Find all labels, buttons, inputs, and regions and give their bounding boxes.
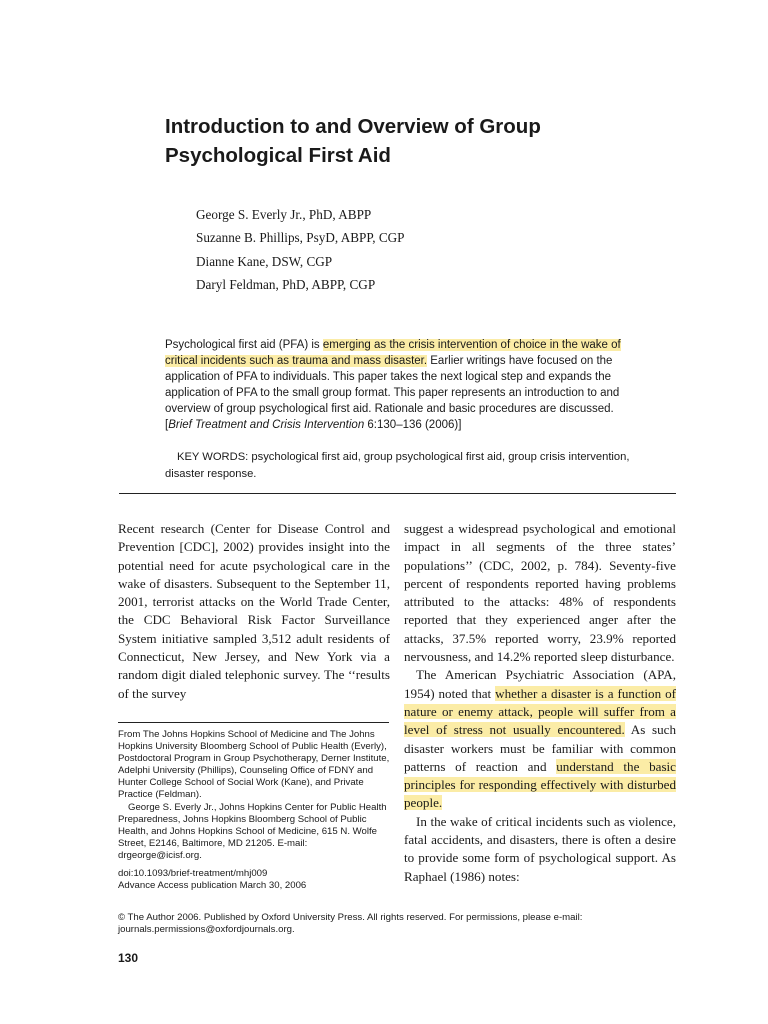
keywords-text: KEY WORDS: psychological first aid, group psychological first aid, group crisis intervention, disaster response. (165, 451, 630, 480)
author-4: Daryl Feldman, PhD, ABPP, CGP (196, 276, 376, 292)
copyright-notice: © The Author 2006. Published by Oxford University Press. All rights reserved. For permissions, please e-mail: journals.permissions@oxfordjournals.org. (118, 912, 583, 936)
body-column-right (404, 520, 676, 886)
abstract-citation-journal: Brief Treatment and Crisis Intervention (168, 419, 365, 432)
abstract-text-1: Psychological first aid (PFA) is (165, 339, 323, 351)
right-paragraph-1: suggest a widespread psychological and emotional impact in all segments of the three states’ populations’’ (CDC, 2002, p. 784). Seventy-five percent of respondents reported having problems attributed to the attacks: 48% of respondents reported that they experienced anger after the attacks, 37.5% reported worry, 23.9% reported nervousness, and 14.2% reported sleep disturbance. (404, 521, 676, 665)
footnote-doi: doi:10.1093/brief-treatment/mhj009 (118, 868, 268, 880)
title-line-2: Psychological First Aid (165, 144, 391, 167)
right-p2-highlight-1: whether a disaster is a function of nature or enemy attack, people will suffer from a level of stress not usually encountered. (404, 685, 676, 738)
footnote-advance-access: Advance Access publication March 30, 2006 (118, 880, 307, 892)
left-paragraph-1: Recent research (Center for Disease Control and Prevention [CDC], 2002) provides insight into the potential need for acute psychological care in the wake of disasters. Subsequent to the September 11, 2001, terrorist attacks on the World Trade Center, the CDC Behavioral Risk Factor Surveillance System initiative sampled 3,512 adult residents of Connecticut, New Jersey, and New York via a random digit dialed telephonic survey. The ‘‘results of the survey (118, 521, 390, 701)
section-divider (119, 493, 676, 494)
right-paragraph-3: In the wake of critical incidents such as violence, fatal accidents, and disasters, there is often a desire to provide some form of psychological support. As Raphael (1986) notes: (404, 813, 676, 884)
author-3: Dianne Kane, DSW, CGP (196, 253, 333, 269)
article-title (165, 112, 685, 170)
right-paragraph-2 (404, 666, 676, 812)
footnote-divider (118, 722, 389, 723)
footnote-affiliation: From The Johns Hopkins School of Medicine and The Johns Hopkins University Bloomberg School of Public Health (Everly), Postdoctoral Program in Group Psychotherapy, Derner Institute, Adelphi University (Phillips), Counseling Office of FDNY and Hunter College School of Social Work (Kane), and Private Practice (Feldman). (118, 729, 390, 801)
abstract-citation-rest: 6:130–136 (2006)] (364, 419, 462, 432)
keywords (165, 449, 655, 483)
footnote-contact: George S. Everly Jr., Johns Hopkins Center for Public Health Preparedness, Johns Hopkins Bloomberg School of Public Health, and Johns Hopkins School of Medicine, 615 N. Wolfe Street, E2146, Baltimore, MD 21205. E-mail: drgeorge@icisf.org. (118, 801, 387, 861)
author-2: Suzanne B. Phillips, PsyD, ABPP, CGP (196, 230, 405, 246)
right-p2-text-a: The American Psychiatric Association (APA, 1954) noted that (404, 667, 676, 701)
author-1: George S. Everly Jr., PhD, ABPP (196, 207, 372, 222)
abstract-text-2: Earlier writings have focused on the application of PFA to individuals. This paper takes the next logical step and expands the application of PFA to the small group format. This paper represents an introduction to and overview of group psychological first aid. Rationale and basic procedures are discussed. [ (165, 355, 620, 432)
right-p2-highlight-2: understand the basic principles for responding effectively with disturbed people. (404, 758, 676, 811)
abstract-highlight: emerging as the crisis intervention of choice in the wake of critical incidents such as trauma and mass disaster. (165, 339, 621, 368)
footnote (118, 729, 393, 892)
abstract (165, 337, 635, 434)
body-column-left (118, 520, 390, 703)
page-number: 130 (118, 951, 139, 965)
author-list (196, 203, 616, 296)
title-line-1: Introduction to and Overview of Group (165, 115, 541, 138)
right-p2-text-b: As such disaster workers must be familiar with common patterns of reaction and (404, 722, 676, 774)
